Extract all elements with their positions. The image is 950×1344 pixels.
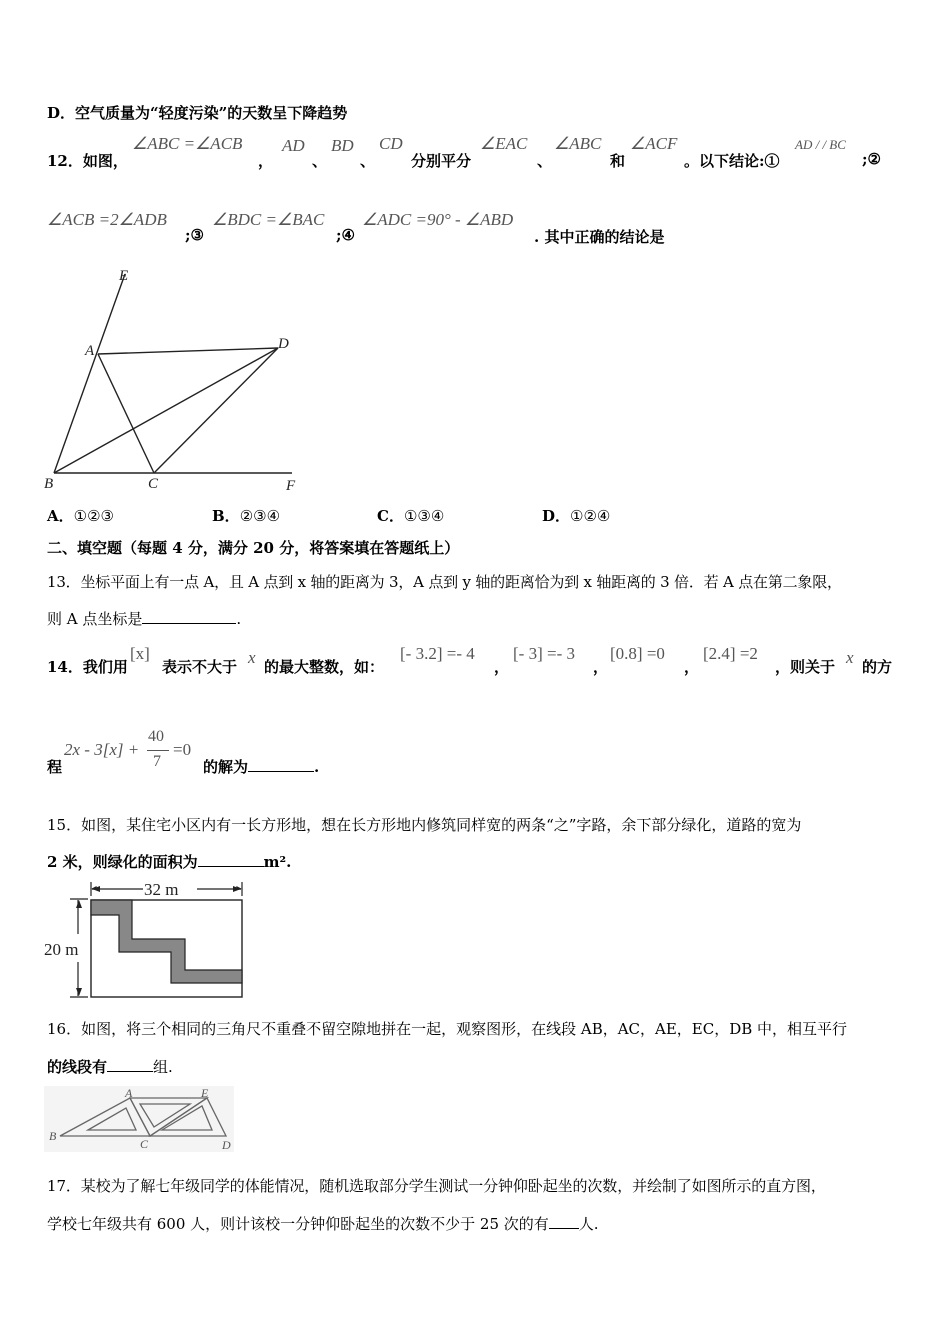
- q12-c3: ∠BDC =∠BAC: [212, 210, 325, 229]
- q15-figure: [40, 878, 250, 1002]
- q16-line1: 16．如图，将三个相同的三角尺不重叠不留空隙地拼在一起，观察图形，在线段 AB，AC，AE，EC，DB 中，相互平行: [47, 1020, 848, 1038]
- q14-comma2: ，: [593, 658, 609, 676]
- q12-cd: CD: [379, 134, 403, 153]
- q16-answer-blank[interactable]: [107, 1057, 153, 1072]
- q12-ad: AD: [282, 136, 305, 155]
- q12-c2: ∠ACB =2∠ADB: [47, 210, 167, 229]
- q14-e1: [- 3.2] =- 4: [400, 644, 475, 663]
- q12-abc: ∠ABC: [554, 134, 602, 153]
- q17-line2: 学校七年级共有 600 人，则计该校一分钟仰卧起坐的次数不少于 25 次的有 人.: [47, 1215, 599, 1233]
- label-b: B: [49, 1129, 57, 1143]
- line-ac: [98, 354, 154, 473]
- q12-c4-mark: ;④: [336, 226, 355, 244]
- label-a: A: [125, 1086, 133, 1100]
- width-label: 32 m: [144, 880, 179, 899]
- q12-conclusion-intro: 。以下结论:①: [684, 152, 780, 170]
- label-f: F: [286, 478, 296, 494]
- q14-frac-bar: [147, 750, 169, 751]
- q17-answer-blank[interactable]: [549, 1214, 579, 1229]
- label-a: A: [85, 343, 95, 359]
- q12-intro: 12．如图，: [47, 152, 128, 170]
- q14-e4: [2.4] =2: [703, 644, 758, 663]
- label-b: B: [44, 476, 54, 492]
- q14-comma1: ，: [494, 658, 510, 676]
- q14-e2: [- 3] =- 3: [513, 644, 575, 663]
- q14-t5: 的解为 .: [203, 758, 320, 776]
- line-cd: [154, 348, 278, 473]
- q12-bisect: 分别平分: [411, 152, 472, 170]
- q14-answer-blank[interactable]: [248, 757, 314, 772]
- q13-line2: 则 A 点坐标是 .: [47, 610, 242, 628]
- q12-he: 和: [610, 152, 626, 170]
- q15-line2: 2 米，则绿化的面积为 m².: [47, 853, 292, 871]
- q12-sep2: 、: [360, 152, 376, 170]
- q14-x1: x: [248, 648, 256, 667]
- q12-bd: BD: [331, 136, 354, 155]
- q16-figure: [44, 1086, 234, 1152]
- line-ad: [98, 348, 278, 354]
- q12-sep3: 、: [537, 152, 553, 170]
- q14-t1: 表示不大于: [162, 658, 238, 676]
- label-d: D: [278, 336, 289, 352]
- label-c: C: [148, 476, 159, 492]
- section2-title: 二、填空题（每题 4 分，满分 20 分，将答案填在答题纸上）: [47, 539, 460, 557]
- q12-c3-mark: ;③: [185, 226, 204, 244]
- q15-line1: 15．如图，某住宅小区内有一长方形地，想在长方形地内修筑同样宽的两条“之”字路，余下部分绿化，道路的宽为: [47, 816, 802, 834]
- q12-option-c: C．①③④: [377, 507, 445, 525]
- q12-option-a: A．①②③: [47, 507, 114, 525]
- q14-bx: [x]: [130, 644, 150, 663]
- q14-intro: 14．我们用: [47, 658, 128, 676]
- q12-comma: ，: [258, 152, 274, 170]
- q13-answer-blank[interactable]: [142, 609, 236, 624]
- label-c: C: [140, 1137, 149, 1151]
- q14-comma3: ，: [684, 658, 700, 676]
- q14-frac-num: 40: [148, 728, 164, 745]
- q12-sep1: 、: [312, 152, 328, 170]
- q14-eq-left: 2x - 3[x] +: [64, 740, 140, 759]
- q12-c4: ∠ADC =90° - ∠ABD: [362, 210, 514, 229]
- height-label: 20 m: [44, 940, 79, 959]
- q15-answer-blank[interactable]: [198, 852, 264, 867]
- q12-option-b: B．②③④: [212, 507, 281, 525]
- q14-x2: x: [846, 648, 854, 667]
- q12-c1: AD / / BC: [795, 137, 846, 152]
- line-bd: [54, 348, 278, 473]
- label-d: D: [222, 1138, 231, 1152]
- label-e: E: [201, 1086, 209, 1100]
- q14-t4: 的方: [862, 658, 893, 676]
- q14-t2: 的最大整数，如：: [264, 658, 385, 676]
- line-be: [54, 274, 125, 473]
- q12-acf: ∠ACF: [630, 134, 678, 153]
- q14-e3: [0.8] =0: [610, 644, 665, 663]
- q12-eac: ∠EAC: [480, 134, 528, 153]
- label-e: E: [119, 268, 129, 284]
- q11-option-d: D．空气质量为“轻度污染”的天数呈下降趋势: [47, 104, 348, 122]
- q14-eq-right: =0: [173, 740, 192, 759]
- q13-line1: 13．坐标平面上有一点 A，且 A 点到 x 轴的距离为 3，A 点到 y 轴的距离恰为到 x 轴距离的 3 倍．若 A 点在第二象限，: [47, 573, 842, 591]
- q12-c2-mark: ;②: [862, 150, 881, 168]
- q16-line2: 的线段有 组.: [47, 1058, 173, 1076]
- q12-eq1: ∠ABC =∠ACB: [132, 134, 243, 153]
- q12-tail: . 其中正确的结论是: [534, 228, 665, 246]
- q12-figure: [40, 262, 310, 496]
- q14-cheng: 程: [47, 758, 63, 776]
- q17-line1: 17．某校为了解七年级同学的体能情况，随机选取部分学生测试一分钟仰卧起坐的次数，并绘制了如图所示的直方图，: [47, 1177, 826, 1195]
- q12-option-d: D．①②④: [542, 507, 611, 525]
- q14-t3: ，则关于: [775, 658, 836, 676]
- q14-frac-den: 7: [153, 753, 161, 770]
